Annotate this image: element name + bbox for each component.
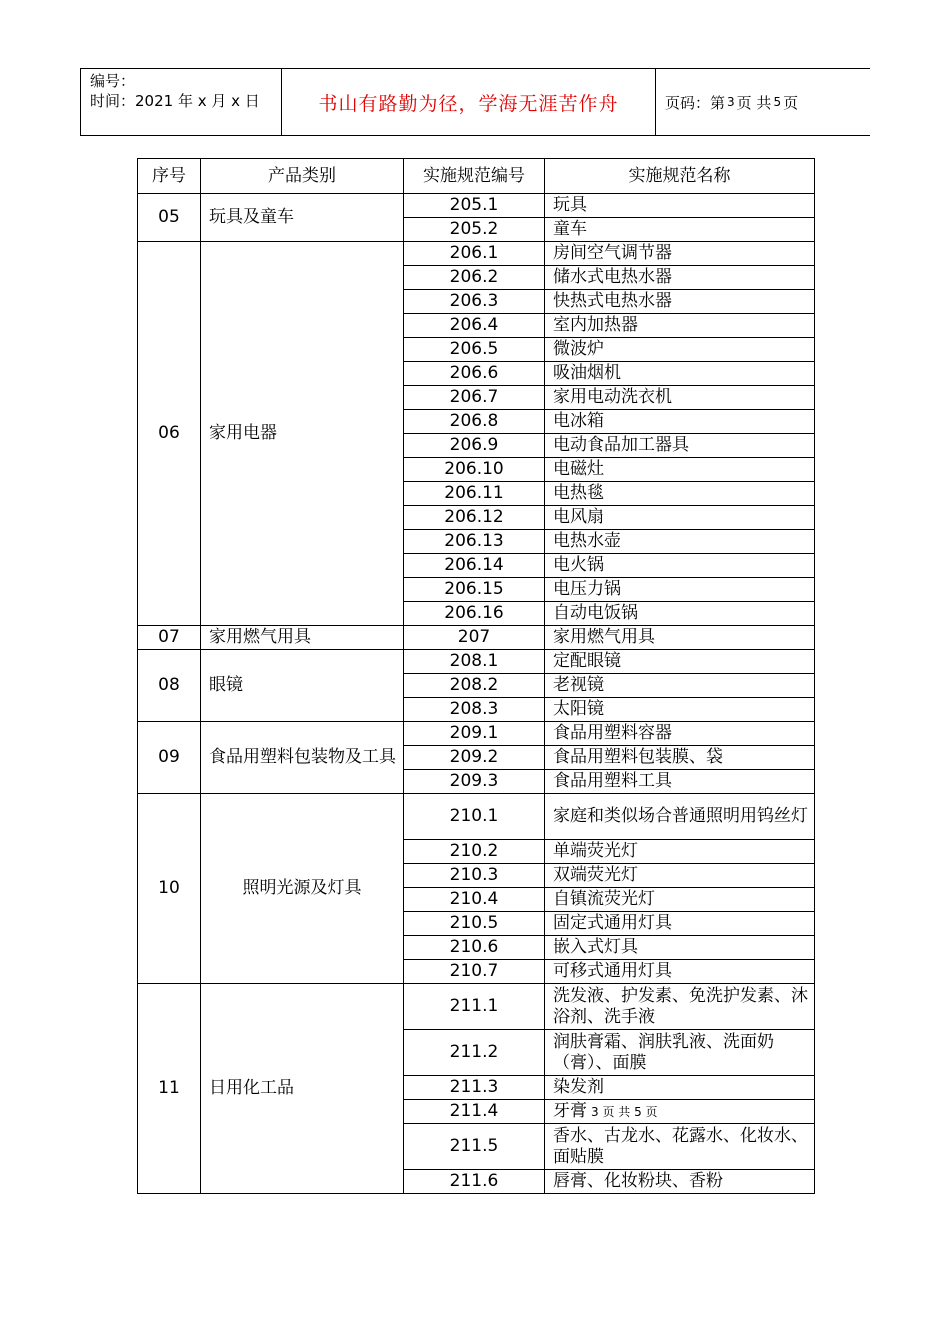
spec-name: 单端荧光灯 bbox=[545, 840, 815, 864]
table-row bbox=[138, 650, 815, 674]
group-category: 食品用塑料包装物及工具 bbox=[201, 722, 404, 794]
header-box bbox=[80, 68, 870, 136]
spec-code: 211.1 bbox=[404, 984, 545, 1030]
group-no: 06 bbox=[138, 242, 201, 626]
spec-code: 208.3 bbox=[404, 698, 545, 722]
spec-name: 玩具 bbox=[545, 194, 815, 218]
inline-page-note: 3 页 共 5 页 bbox=[591, 1104, 658, 1119]
spec-name: 电风扇 bbox=[545, 506, 815, 530]
group-category: 眼镜 bbox=[201, 650, 404, 722]
spec-table bbox=[137, 158, 815, 1194]
spec-name: 童车 bbox=[545, 218, 815, 242]
spec-name: 电热水壶 bbox=[545, 530, 815, 554]
group-no: 07 bbox=[138, 626, 201, 650]
spec-code: 209.2 bbox=[404, 746, 545, 770]
spec-name: 牙膏 bbox=[553, 1100, 587, 1121]
spec-name: 电火锅 bbox=[545, 554, 815, 578]
spec-code: 206.7 bbox=[404, 386, 545, 410]
page-suffix: 页 bbox=[783, 93, 799, 112]
spec-code: 210.6 bbox=[404, 936, 545, 960]
page-total: 5 bbox=[773, 95, 782, 109]
spec-code: 211.4 bbox=[404, 1100, 545, 1124]
spec-name: 吸油烟机 bbox=[545, 362, 815, 386]
spec-name: 老视镜 bbox=[545, 674, 815, 698]
table-row bbox=[138, 242, 815, 266]
group-no: 11 bbox=[138, 984, 201, 1194]
code-label: 编号： bbox=[90, 72, 136, 90]
spec-name: 电冰箱 bbox=[545, 410, 815, 434]
spec-name: 唇膏、化妆粉块、香粉 bbox=[545, 1170, 815, 1194]
spec-code: 208.1 bbox=[404, 650, 545, 674]
header-no: 序号 bbox=[138, 159, 201, 194]
spec-code: 211.6 bbox=[404, 1170, 545, 1194]
table-row bbox=[138, 984, 815, 1030]
spec-code: 206.14 bbox=[404, 554, 545, 578]
page-current: 3 bbox=[727, 95, 735, 109]
spec-code: 210.2 bbox=[404, 840, 545, 864]
table-row bbox=[138, 626, 815, 650]
spec-name: 太阳镜 bbox=[545, 698, 815, 722]
spec-code: 209.1 bbox=[404, 722, 545, 746]
spec-name: 微波炉 bbox=[545, 338, 815, 362]
time-label: 时间：2021 年 x 月 x 日 bbox=[90, 92, 260, 110]
spec-name: 润肤膏霜、润肤乳液、洗面奶（膏）、面膜 bbox=[545, 1030, 815, 1076]
spec-name: 室内加热器 bbox=[545, 314, 815, 338]
spec-code: 206.5 bbox=[404, 338, 545, 362]
table-row bbox=[138, 722, 815, 746]
page-mid: 页 共 bbox=[736, 93, 772, 112]
header-category: 产品类别 bbox=[201, 159, 404, 194]
group-no: 08 bbox=[138, 650, 201, 722]
spec-name: 食品用塑料工具 bbox=[545, 770, 815, 794]
spec-code: 206.6 bbox=[404, 362, 545, 386]
group-no: 05 bbox=[138, 194, 201, 242]
spec-code: 206.9 bbox=[404, 434, 545, 458]
spec-code: 210.1 bbox=[404, 794, 545, 840]
group-category: 日用化工品 bbox=[201, 984, 404, 1194]
spec-name: 快热式电热水器 bbox=[545, 290, 815, 314]
motto: 书山有路勤为径，学海无涯苦作舟 bbox=[282, 69, 656, 135]
spec-name: 双端荧光灯 bbox=[545, 864, 815, 888]
spec-code: 205.1 bbox=[404, 194, 545, 218]
spec-name-with-note bbox=[545, 1100, 815, 1124]
spec-name: 家用电动洗衣机 bbox=[545, 386, 815, 410]
table-header-row bbox=[138, 159, 815, 194]
spec-name: 洗发液、护发素、免洗护发素、沐浴剂、洗手液 bbox=[545, 984, 815, 1030]
table-row bbox=[138, 794, 815, 840]
spec-name: 自动电饭锅 bbox=[545, 602, 815, 626]
spec-code: 205.2 bbox=[404, 218, 545, 242]
spec-code: 206.16 bbox=[404, 602, 545, 626]
group-no: 10 bbox=[138, 794, 201, 984]
spec-name: 电动食品加工器具 bbox=[545, 434, 815, 458]
spec-code: 211.3 bbox=[404, 1076, 545, 1100]
spec-code: 210.5 bbox=[404, 912, 545, 936]
spec-code: 206.10 bbox=[404, 458, 545, 482]
header-meta bbox=[81, 69, 282, 135]
spec-code: 206.1 bbox=[404, 242, 545, 266]
group-category: 家用燃气用具 bbox=[201, 626, 404, 650]
spec-code: 210.4 bbox=[404, 888, 545, 912]
spec-code: 206.3 bbox=[404, 290, 545, 314]
spec-code: 206.2 bbox=[404, 266, 545, 290]
spec-code: 206.12 bbox=[404, 506, 545, 530]
spec-code: 206.13 bbox=[404, 530, 545, 554]
spec-code: 206.11 bbox=[404, 482, 545, 506]
page-prefix: 页码：第 bbox=[665, 93, 726, 112]
spec-name: 电磁灶 bbox=[545, 458, 815, 482]
spec-name: 食品用塑料包装膜、袋 bbox=[545, 746, 815, 770]
table-row bbox=[138, 194, 815, 218]
spec-code: 206.4 bbox=[404, 314, 545, 338]
spec-name: 香水、古龙水、花露水、化妆水、面贴膜 bbox=[545, 1124, 815, 1170]
spec-name: 固定式通用灯具 bbox=[545, 912, 815, 936]
group-no: 09 bbox=[138, 722, 201, 794]
spec-code: 206.8 bbox=[404, 410, 545, 434]
spec-code: 211.5 bbox=[404, 1124, 545, 1170]
page-indicator bbox=[656, 69, 870, 135]
group-category: 照明光源及灯具 bbox=[201, 794, 404, 984]
spec-code: 208.2 bbox=[404, 674, 545, 698]
spec-code: 210.3 bbox=[404, 864, 545, 888]
spec-name: 染发剂 bbox=[545, 1076, 815, 1100]
spec-code: 206.15 bbox=[404, 578, 545, 602]
spec-name: 定配眼镜 bbox=[545, 650, 815, 674]
spec-code: 210.7 bbox=[404, 960, 545, 984]
group-category: 玩具及童车 bbox=[201, 194, 404, 242]
spec-name: 储水式电热水器 bbox=[545, 266, 815, 290]
spec-code: 209.3 bbox=[404, 770, 545, 794]
header-code: 实施规范编号 bbox=[404, 159, 545, 194]
spec-name: 可移式通用灯具 bbox=[545, 960, 815, 984]
spec-name: 嵌入式灯具 bbox=[545, 936, 815, 960]
spec-code: 211.2 bbox=[404, 1030, 545, 1076]
spec-name: 房间空气调节器 bbox=[545, 242, 815, 266]
spec-name: 电压力锅 bbox=[545, 578, 815, 602]
group-category: 家用电器 bbox=[201, 242, 404, 626]
spec-name: 家用燃气用具 bbox=[545, 626, 815, 650]
spec-name: 家庭和类似场合普通照明用钨丝灯 bbox=[545, 794, 815, 840]
spec-name: 自镇流荧光灯 bbox=[545, 888, 815, 912]
header-name: 实施规范名称 bbox=[545, 159, 815, 194]
spec-name: 食品用塑料容器 bbox=[545, 722, 815, 746]
spec-name: 电热毯 bbox=[545, 482, 815, 506]
spec-code: 207 bbox=[404, 626, 545, 650]
